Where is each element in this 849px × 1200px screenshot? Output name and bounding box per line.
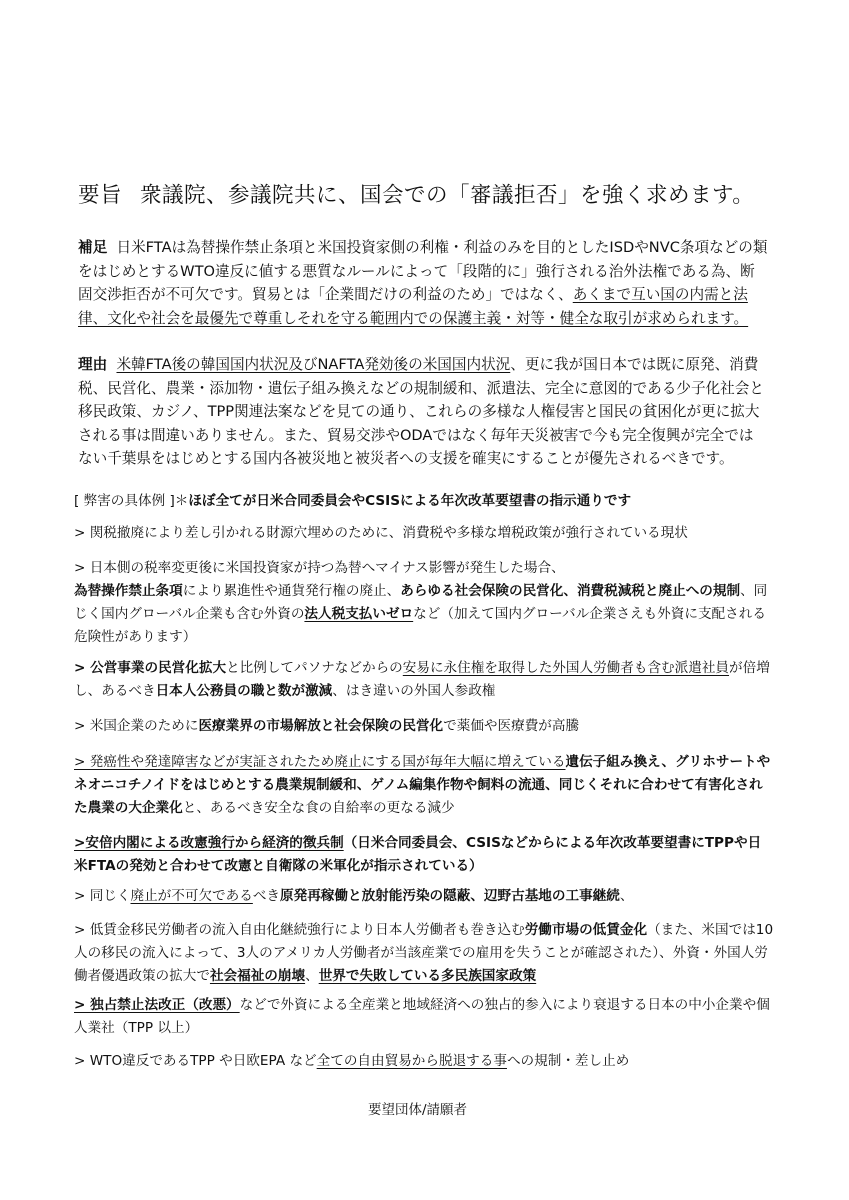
list-item xyxy=(74,994,774,1040)
item-7-text-1: > 同じく xyxy=(74,888,131,904)
item-3-text-3: 、はき違いの外国人参政権 xyxy=(332,683,496,699)
reason-label: 理由 xyxy=(78,356,108,373)
supplement-text: 日米FTAは為替操作禁止条項と米国投資家側の利権・利益のみを目的としたISDやNVC条項などの類をはじめとするWTO違反に値する悪質なルールによって「段階的に」強行される治外法権である為、断固交渉拒否が不可欠です。貿易とは「企業間だけの利益のため」ではなく、 xyxy=(78,239,768,303)
petitioner-footer: 要望団体/請願者 xyxy=(368,1102,468,1118)
item-7-bold: 原発再稼働と放射能汚染の隠蔽、辺野古基地の工事継続 xyxy=(280,888,620,904)
item-5-bold: 遺伝子組み換え、グリホサートやネオニコチノイドをはじめとする農業規制緩和、ゲノム編集作物や飼料の流通、同じくそれに合わせて有害化された農業の大企業化 xyxy=(74,754,771,816)
item-4-text-1: > 米国企業のために xyxy=(74,718,199,734)
list-item xyxy=(74,751,774,820)
supplement-paragraph xyxy=(78,236,768,330)
list-item xyxy=(74,832,774,878)
item-2-bold-1: 為替操作禁止条項 xyxy=(74,583,183,599)
item-10-text-2: への規制・差し止め xyxy=(506,1053,630,1069)
item-10-text-1: > WTO違反であるTPP や日欧EPA など xyxy=(74,1053,317,1069)
item-1-text: > 関税撤廃により差し引かれる財源穴埋めのために、消費税や多様な増税政策が強行されている現状 xyxy=(74,525,688,541)
item-9-bold: > 独占禁止法改正（改悪） xyxy=(74,997,240,1013)
title-text: 衆議院、参議院共に、国会での「審議拒否」を強く求めます。 xyxy=(140,183,755,208)
item-8-bold-1: 労働市場の低賃金化 xyxy=(524,922,648,938)
item-4-text-2: で薬価や医療費が高騰 xyxy=(443,718,580,734)
item-6-bold-1: >安倍内閣による改憲強行から経済的徴兵制 xyxy=(74,835,344,851)
item-5-text-2: と、あるべき安全な食の自給率の更なる減少 xyxy=(182,800,455,816)
item-3-bold-2: 日本人公務員の職と数が激減 xyxy=(155,683,333,699)
item-2-bold-3: 法人税支払いゼロ xyxy=(304,606,414,622)
supplement-underlined-text: あくまで互い国の内需と法律、文化や社会を最優先で尊重しそれを守る範囲内での保護主義・対等・健全な取引が求められます。 xyxy=(78,286,749,327)
list-item xyxy=(74,557,774,649)
item-2-text-2: 、同じく国内グローバル企業も含む外資の xyxy=(74,583,768,622)
item-3-text-2: が倍増し、あるべき xyxy=(74,660,770,699)
list-item xyxy=(74,657,774,703)
item-5-text-1: > 発癌性や発達障害などが実証されたため廃止にする国が毎年大幅に増えている xyxy=(74,754,566,770)
item-2-text-3: など（加えて国内グローバル企業さえも外資に支配される危険性があります） xyxy=(74,606,766,645)
list-item xyxy=(74,522,774,545)
item-4-bold: 医療業界の市場解放と社会保険の民営化 xyxy=(198,718,444,734)
item-10-underlined: 全ての自由貿易から脱退する事 xyxy=(316,1053,507,1069)
item-2-bold-2: あらゆる社会保険の民営化、消費税減税と廃止への規制 xyxy=(400,583,741,599)
list-item xyxy=(74,1050,774,1073)
item-3-underlined: 安易に永住権を取得した外国人労働者も含む派遣社員 xyxy=(402,660,730,676)
page-title xyxy=(78,178,778,209)
reason-underlined-text: 米韓FTA後の韓国国内状況及びNAFTA発効後の米国国内状況 xyxy=(116,356,511,373)
list-item xyxy=(74,919,774,988)
item-8-text-3: 、 xyxy=(305,968,319,984)
list-item xyxy=(74,885,774,908)
item-2-text-1: により累進性や通貨発行権の廃止、 xyxy=(182,583,401,599)
item-9-text: などで外資による全産業と地域経済への独占的参入により衰退する日本の中小企業や個人業社（TPP 以上） xyxy=(74,997,770,1036)
item-2-line-1: > 日本側の税率変更後に米国投資家が持つ為替へマイナス影響が発生した場合、 xyxy=(74,560,565,576)
supplement-label: 補足 xyxy=(78,239,108,256)
examples-header-prefix: [ 弊害の具体例 ]＊ xyxy=(74,493,189,509)
examples-header-bold: ほぼ全てが日米合同委員会やCSISによる年次改革要望書の指示通りです xyxy=(188,493,632,509)
item-3-text-1: と比例してパソナなどからの xyxy=(226,660,403,676)
item-7-text-2: べき xyxy=(252,888,281,904)
item-7-underlined: 廃止が不可欠である xyxy=(130,888,253,904)
item-8-text-1: > 低賃金移民労働者の流入自由化継続強行により日本人労働者も巻き込む xyxy=(74,922,525,938)
list-item xyxy=(74,715,774,738)
item-8-bold-3: 世界で失敗している多民族国家政策 xyxy=(318,968,537,984)
title-label: 要旨 xyxy=(78,183,123,208)
examples-header xyxy=(74,490,774,513)
item-8-text-2: （また、米国では10人の移民の流入によって、3人のアメリカ人労働者が当該産業での雇用を失うことが確認された）、外資・外国人労働者優遇政策の拡大で xyxy=(74,922,774,984)
item-6-bold-2: （日米合同委員会、CSISなどからによる年次改革要望書にTPPや日米FTAの発効と合わせて改憲と自衛隊の米軍化が指示されている） xyxy=(74,835,762,874)
item-8-bold-2: 社会福祉の崩壊 xyxy=(209,968,306,984)
reason-text: 、更に我が国日本では既に原発、消費税、民営化、農業・添加物・遺伝子組み換えなどの規制緩和、派遣法、完全に意図的である少子化社会と移民政策、カジノ、TPP関連法案などを見ての通り、これらの多様な人権侵害と国民の貧困化が更に拡大される事は間違いありません。また、貿易交渉やODAではなく毎年天災被害で今も完全復興が完全ではない千葉県をはじめとする国内各被災地と被災者への支援を確実にすることが優先されるべきです。 xyxy=(78,356,764,467)
item-7-text-3: 、 xyxy=(619,888,634,904)
item-3-bold-1: > 公営事業の民営化拡大 xyxy=(74,660,227,676)
reason-paragraph xyxy=(78,353,768,471)
